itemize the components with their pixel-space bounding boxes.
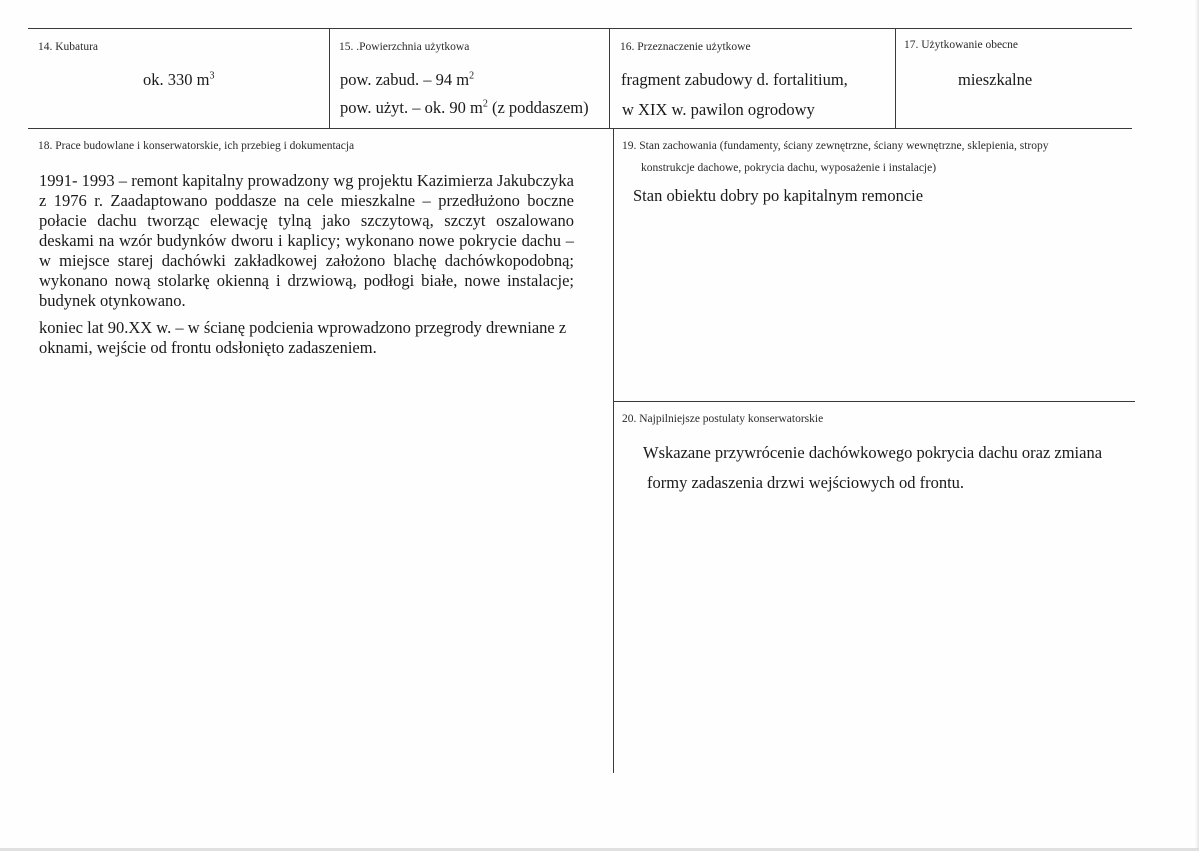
przeznaczenie-line-2: w XIX w. pawilon ogrodowy xyxy=(622,100,815,119)
postulaty-line-2: formy zadaszenia drzwi wejściowych od frontu. xyxy=(647,473,965,492)
prace-label: 18. Prace budowlane i konserwatorskie, ich przebieg i dokumentacja xyxy=(38,140,355,152)
kubatura-value: ok. 330 $m^3$ xyxy=(143,70,215,89)
col-divider-15-16 xyxy=(609,28,610,129)
section-divider-19-20 xyxy=(613,401,1135,402)
kubatura-label: 14. Kubatura xyxy=(38,41,99,53)
prace-paragraph-2: koniec lat 90.XX w. – w ścianę podcienia wprowadzono przegrody drewniane z oknami, wejście od frontu odsłonięto zadaszeniem. xyxy=(39,318,567,357)
stan-value: Stan obiektu dobry po kapitalnym remoncie xyxy=(633,186,924,205)
stan-label-line-1: 19. Stan zachowania (fundamenty, ściany zewnętrzne, ściany wewnętrzne, sklepienia, stropy xyxy=(622,140,1049,152)
powierzchnia-label: 15. .Powierzchnia użytkowa xyxy=(339,41,470,53)
row-divider xyxy=(28,128,1132,129)
scan-edge xyxy=(1195,0,1199,851)
col-divider-16-17 xyxy=(895,28,896,129)
col-divider-18-19 xyxy=(613,128,614,773)
postulaty-label: 20. Najpilniejsze postulaty konserwatorskie xyxy=(622,413,824,425)
powierzchnia-uzytkowa: pow. użyt. – ok. 90 $m^2$ (z poddaszem) xyxy=(340,98,589,117)
przeznaczenie-label: 16. Przeznaczenie użytkowe xyxy=(620,41,751,53)
top-border xyxy=(28,28,1132,29)
przeznaczenie-line-1: fragment zabudowy d. fortalitium, xyxy=(621,70,848,89)
prace-paragraph-1: 1991- 1993 – remont kapitalny prowadzony wg projektu Kazimierza Jakubczyka z 1976 r. Zaadaptowano poddasze na cele mieszkalne – przedłużono boczne połacie dachu tworząc elewację tylną jako szczytową, szczyt oszalowano deskami na wzór budynków dworu i kaplicy; wykonano nowe pokrycie dachu – w miejsce starej dachówki zakładkowej założono blachę dachówkopodobną; wykonano nową stolarkę okienną i drzwiową, podłogi białe, nowe instalacje; budynek otynkowano. xyxy=(39,171,574,310)
uzytkowanie-value: mieszkalne xyxy=(958,70,1033,89)
col-divider-14-15 xyxy=(329,28,330,129)
powierzchnia-zabudowy: pow. zabud. – 94 $m^2$ xyxy=(340,70,475,89)
stan-label-line-2: konstrukcje dachowe, pokrycia dachu, wyposażenie i instalacje) xyxy=(641,162,937,174)
postulaty-line-1: Wskazane przywrócenie dachówkowego pokrycia dachu oraz zmiana xyxy=(643,443,1103,462)
uzytkowanie-label: 17. Użytkowanie obecne xyxy=(904,39,1019,51)
